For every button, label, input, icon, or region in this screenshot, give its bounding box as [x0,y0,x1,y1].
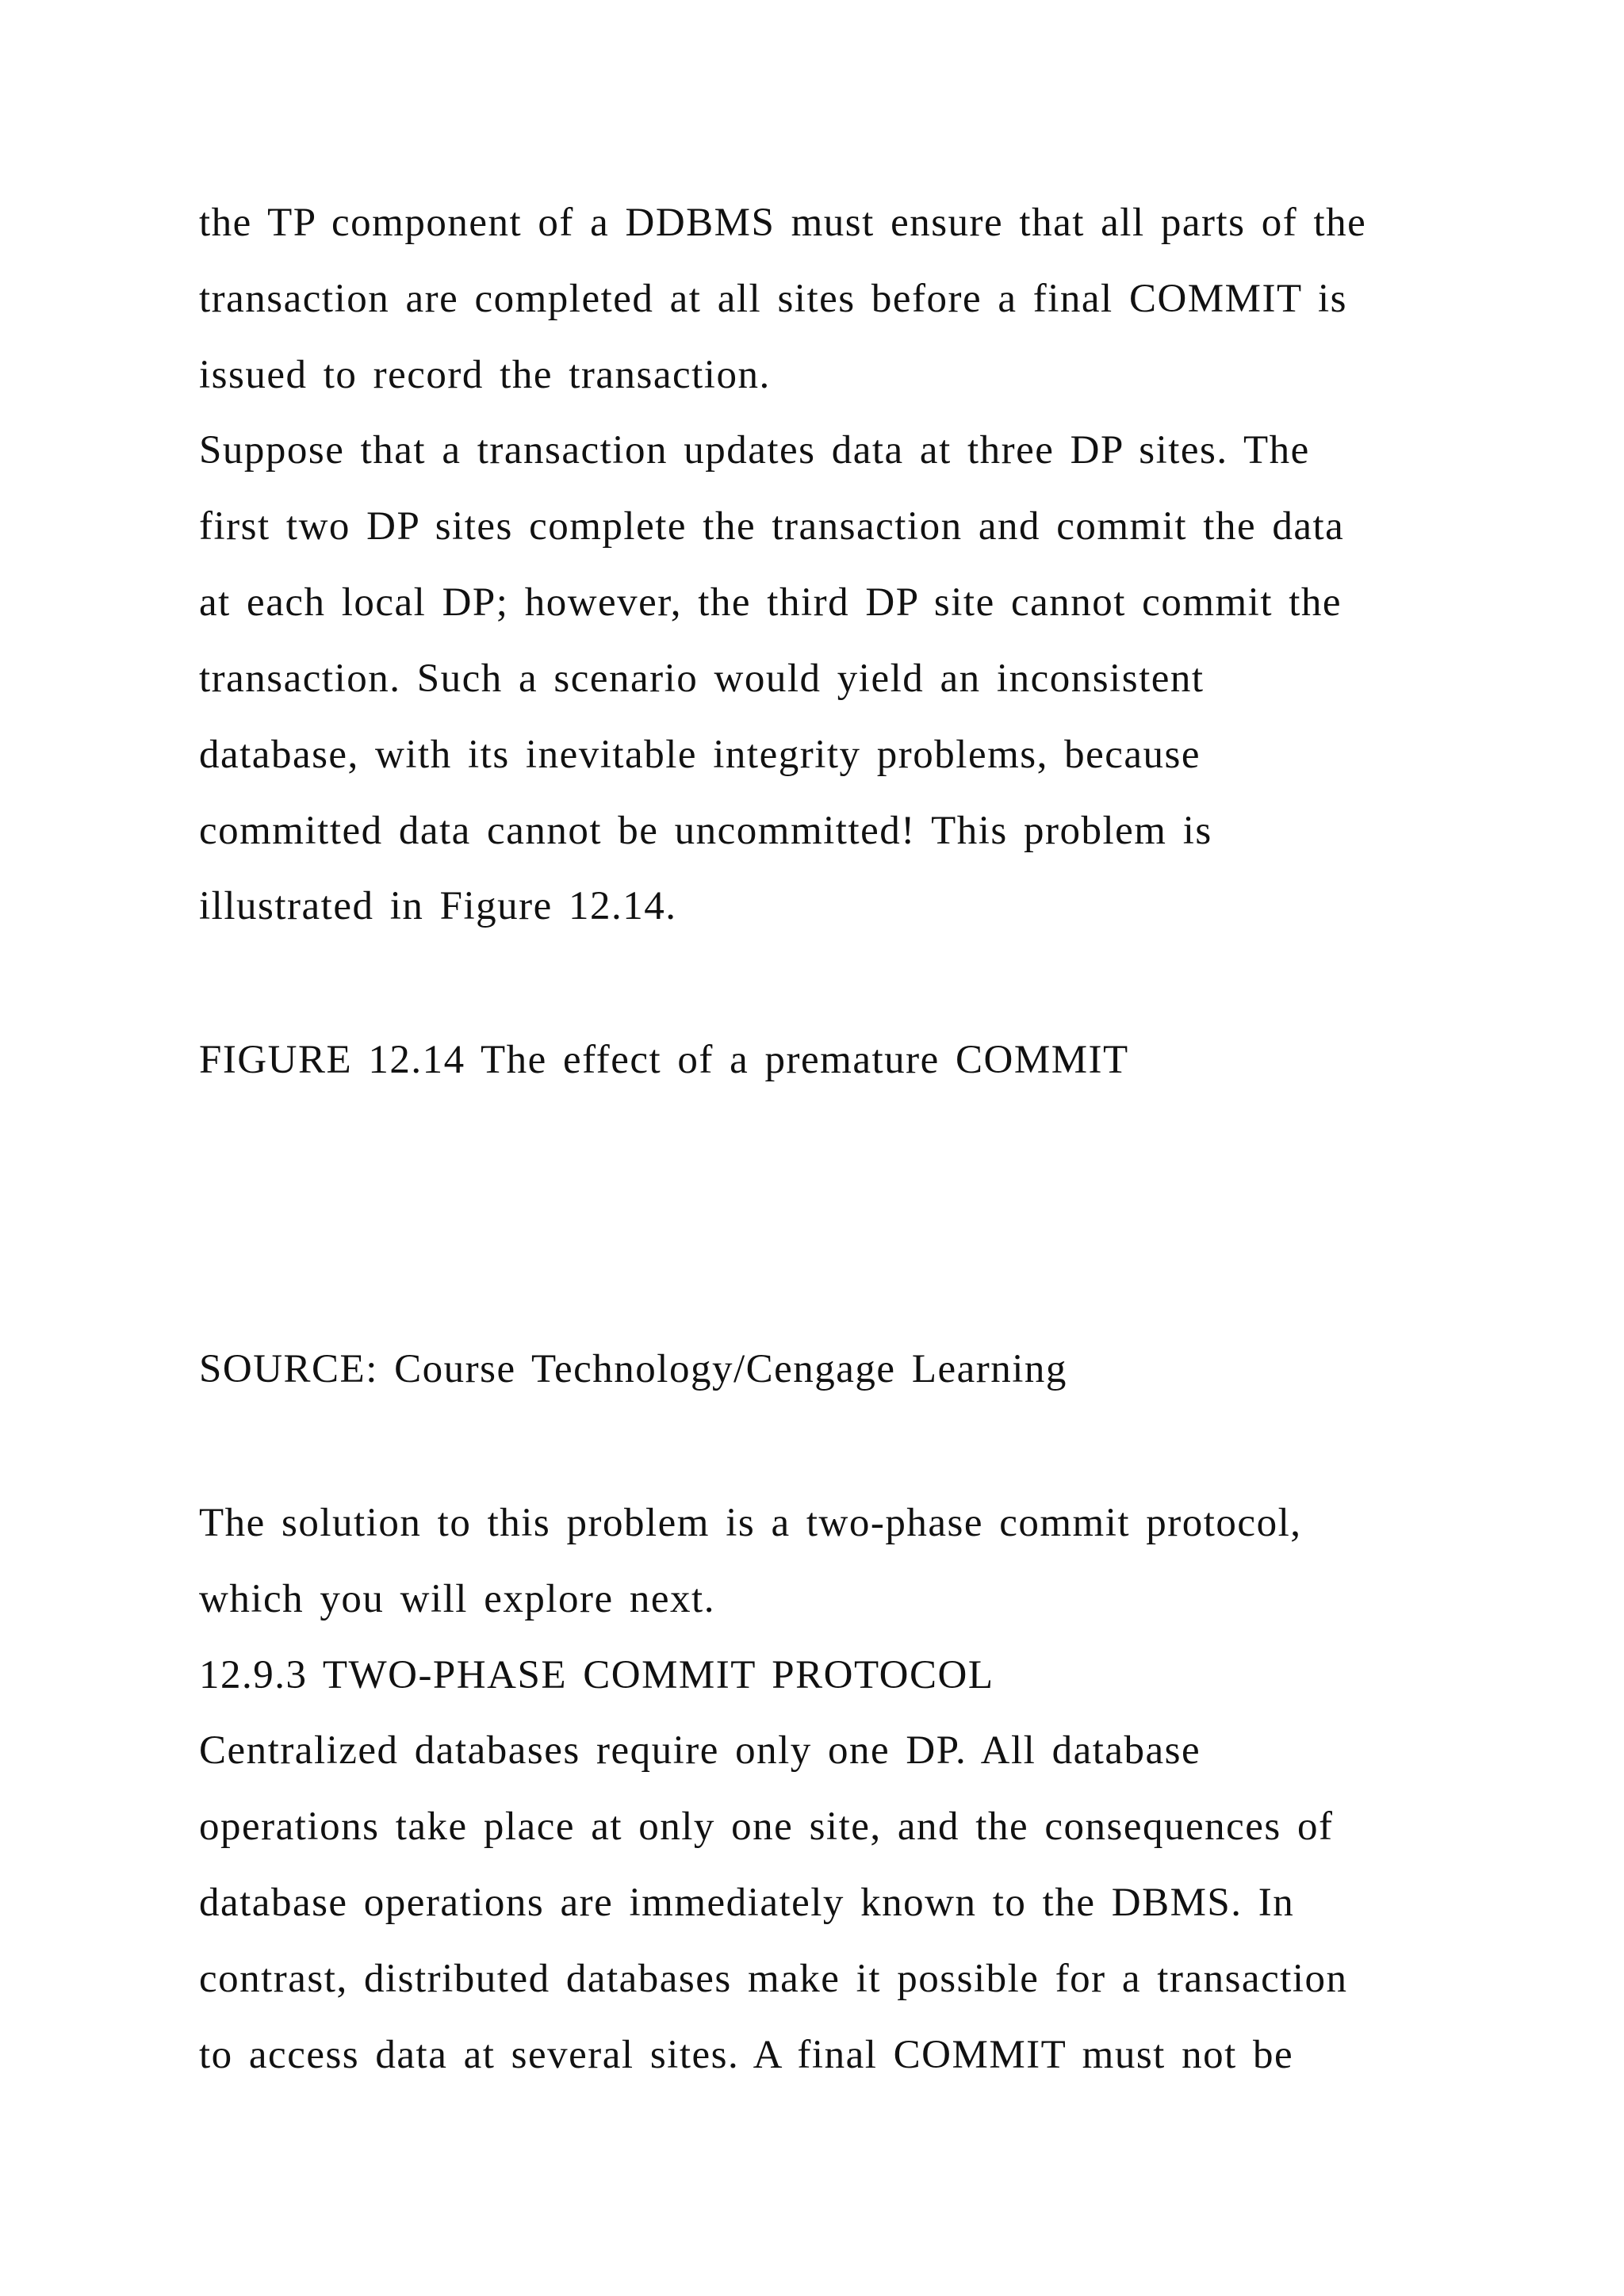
text-line: at each local DP; however, the third DP site cannot commit the [199,580,1342,625]
text-line: committed data cannot be uncommitted! This problem is [199,809,1212,853]
text-line: database, with its inevitable integrity problems, because [199,733,1201,777]
section-heading: 12.9.3 TWO-PHASE COMMIT PROTOCOL [199,1653,994,1697]
text-line: issued to record the transaction. [199,353,771,397]
text-line: which you will explore next. [199,1577,715,1621]
text-line: Suppose that a transaction updates data at three DP sites. The [199,428,1310,473]
text-line: transaction are completed at all sites before a final COMMIT is [199,277,1347,321]
text-line: the TP component of a DDBMS must ensure that all parts of the [199,201,1367,245]
text-line: contrast, distributed databases make it possible for a transaction [199,1957,1348,2001]
text-line: operations take place at only one site, and the consequences of [199,1804,1334,1849]
text-line: illustrated in Figure 12.14. [199,884,677,928]
text-line: transaction. Such a scenario would yield an inconsistent [199,656,1205,701]
text-line: The solution to this problem is a two-phase commit protocol, [199,1501,1302,1545]
text-line: Centralized databases require only one DP. All database [199,1728,1201,1773]
figure-caption: FIGURE 12.14 The effect of a premature COMMIT [199,1038,1129,1082]
text-line: first two DP sites complete the transaction and commit the data [199,504,1345,549]
figure-placeholder [199,1110,1420,1316]
figure-source: SOURCE: Course Technology/Cengage Learning [199,1347,1067,1391]
text-line: database operations are immediately known to the DBMS. In [199,1881,1295,1925]
text-line: to access data at several sites. A final COMMIT must not be [199,2033,1294,2077]
